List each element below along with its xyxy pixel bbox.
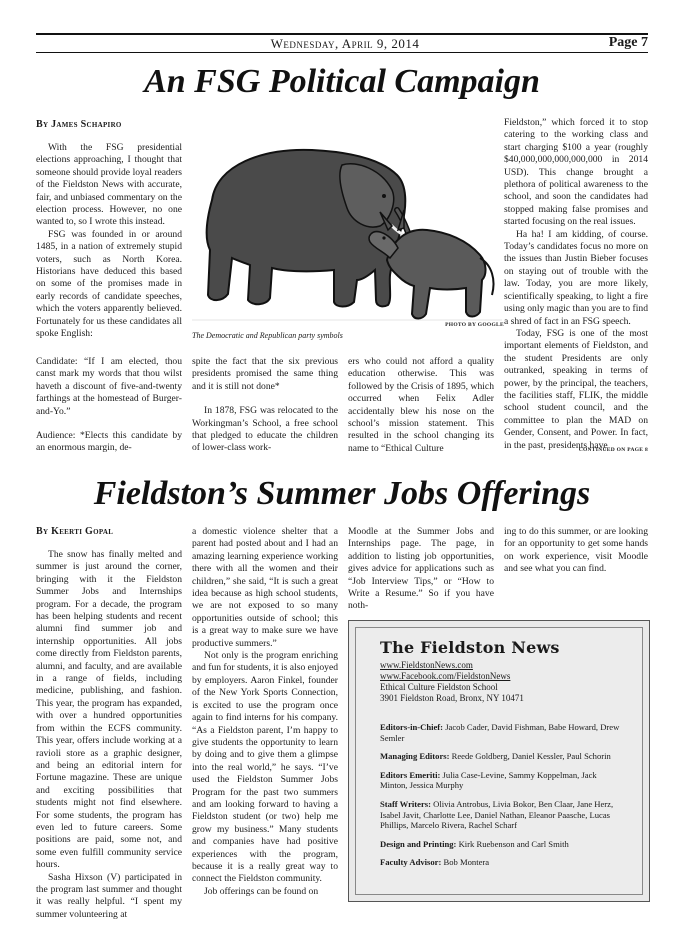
paragraph: In 1878, FSG was relocated to the Workingman’s School, a free school that pledged to educate the children of lower-class work- [192, 405, 338, 454]
staff-names: Jacob Cader, David Fishman, Babe Howard, Drew Semler [380, 722, 620, 743]
staff-list [380, 722, 624, 876]
paragraph: a domestic violence shelter that a parent had posted about and I had an amazing learning experience working there with all the women and their children,” she said, “It is such a great idea because as high school students, we are not exposed to so many opportunities outside of school; this is a great way to make sure we have productive summers.” [192, 526, 338, 649]
staff-role: Managing Editors: [380, 751, 450, 762]
staff-entry [380, 839, 624, 850]
paragraph: The snow has finally melted and summer is just around the corner, bringing with it the Fieldston Summer Jobs and Internships program. For a decade, the program has been helping students and recent alumni find summer job and internship opportunities. All jobs come directly from Fieldston parents, alumni, and faculty, and are available in a range of fields, including medicine, publishing, and fashion. This year, the program has expanded, with over a hundred opportunities from within the ECFS community. This year, offers include working at a ravioli store as a graphic designer, and being an editorial intern for Fortune magazine. These are unique and exciting possibilities that students might not find elsewhere. For some students, the program has even led to future careers. Some positions are paid, some not, and some even fulfill community service hours. [36, 549, 182, 871]
staff-entry [380, 722, 624, 743]
article2-byline: By Keerti Gopal [36, 526, 114, 537]
article1-col3 [348, 356, 494, 455]
staff-role: Staff Writers: [380, 798, 431, 809]
staff-names: Reede Goldberg, Daniel Kessler, Paul Schorin [451, 751, 611, 762]
staff-entry [380, 799, 624, 831]
issue-date: Wednesday, April 9, 2014 [270, 36, 420, 51]
masthead-title: The Fieldston News [380, 638, 560, 657]
photo-credit: PHOTO BY GOOGLE [445, 322, 504, 328]
paragraph: ers who could not afford a quality education otherwise. This was followed by the Crisis of 1895, which occurred when Felix Adler accidentally blew his nose on the school’s mission statement. This resulted in the school changing its name to “Ethical Culture [348, 356, 494, 454]
masthead-contact [380, 660, 630, 704]
header-top-rule [36, 33, 648, 35]
paragraph: Moodle at the Summer Jobs and Internships page. The page, in addition to listing job opportunities, gives advice for applications such as “Job Interview Tips,” or “How to Write a Resume.” So if you have noth- [348, 526, 494, 612]
paragraph: Ha ha! I am kidding, of course. Today’s candidates focus no more on the issues than Justin Bieber focuses on staying out of trouble with the law. Today, you are more likely, scientifically speaking, to light a fire using only magic than you are to find a shred of fact in an FSG speech. [504, 228, 648, 327]
article2-col4 [504, 526, 648, 576]
staff-role: Design and Printing: [380, 838, 457, 849]
article1-col1-bottom [36, 356, 182, 455]
page-number: Page 7 [608, 35, 648, 50]
paragraph: Sasha Hixson (V) participated in the program last summer and thought it was really helpful. “I spent my summer volunteering at [36, 871, 182, 920]
masthead-box [348, 620, 650, 902]
staff-names: Kirk Ruebenson and Carl Smith [458, 838, 569, 849]
staff-role: Editors-in-Chief: [380, 722, 444, 732]
article1-col1-top [36, 142, 182, 341]
photo-caption: The Democratic and Republican party symbols [192, 331, 343, 340]
staff-entry [380, 857, 624, 868]
paragraph: Job offerings can be found on [204, 885, 319, 897]
paragraph: Not only is the program enriching and fun for students, it is also enjoyed by employers. Aaron Finkel, founder of the New York Sports Connection, is excited to use the program once again to find interns for his company. “As a Fieldston parent, I’m happy to give students the opportunity to learn by doing and to give them a glimpse into the real world,” he says. “I’ve used the Fieldston Summer Jobs Program for the past two summers and am looking forward to having a Fieldston student (or two) help me grow my business.” Many students and companies have had positive experiences with the program, because it is a really great way to connect the Fieldston community. [192, 650, 339, 885]
header-bottom-rule [36, 52, 648, 53]
staff-entry [380, 770, 624, 791]
article1-col4 [504, 117, 648, 452]
paragraph: ing to do this summer, or are looking for an opportunity to get some hands on work experience, visit Moodle and see what you can find. [504, 526, 648, 575]
staff-role: Faculty Advisor: [380, 857, 442, 868]
continued-link[interactable]: CONTINUED ON PAGE 8 [578, 447, 648, 453]
article1-col2 [192, 356, 338, 455]
article2-col3 [348, 526, 494, 613]
paragraph: Audience: *Elects this candidate by an enormous margin, de- [36, 430, 182, 454]
facebook-link[interactable]: www.Facebook.com/FieldstonNews [380, 671, 511, 681]
school-address: 3901 Fieldston Road, Bronx, NY 10471 [380, 693, 524, 703]
staff-names: Julia Case-Levine, Sammy Koppelman, Jack Minton, Jessica Murphy [380, 769, 597, 791]
staff-entry [380, 751, 624, 762]
paragraph: spite the fact that the six previous presidents promised the same thing and it is still not done* [192, 356, 338, 392]
paragraph: FSG was founded in or around 1485, in a nation of extremely stupid voters, such as North Korea. Historians have deduced this based on some of the promises made in early records of candidate speeches, which the voters apparently believed. Fortunately for us these candidates all spoke English: [36, 228, 182, 340]
article2-headline: Fieldston’s Summer Jobs Offerings [93, 475, 591, 512]
paragraph: Fieldston,” which forced it to stop catering to the working class and start charging $100 a year (roughly $40,000,000,000,000,000 in 2014 USD). This change brought a plethora of political awareness to the school, and soon the candidates had stopped making false promises and started focusing on the real issues. [504, 117, 648, 228]
school-name: Ethical Culture Fieldston School [380, 682, 498, 692]
article1-byline: By James Schapiro [36, 119, 122, 130]
paragraph: Candidate: “If I am elected, thou canst mark my words that thou wilst haveth a discount of five-and-twenty farthings at the homestead of Burger-and-Yo.” [36, 356, 182, 417]
staff-names: Olivia Antrobus, Livia Bokor, Ben Claar, Jane Herz, Isabel Javit, Charlotte Lee, Daniel Nathan, Eleanor Paasche, Lucas Phillips, Marcelo Rivera, Rachel Scharf [380, 798, 614, 831]
paragraph: With the FSG presidential elections approaching, I thought that someone should provide loyal readers of the Fieldston News with accurate, fair, and unbiased commentary on the election process. However, no one wanted to, so I wrote this instead. [36, 142, 182, 228]
article2-col1 [36, 549, 182, 921]
article1-headline: An FSG Political Campaign [144, 63, 540, 100]
staff-names: Bob Montera [443, 857, 490, 868]
paragraph: Today, FSG is one of the most important elements of Fieldston, and the student Presidents are only outranked, speaking in terms of power, by the principal, the teachers, the facilities staff, FLIK, the middle school student council, and the committee to plan the MAD on Gender, Consent, and Power. In fact, in the past, presidents have [504, 327, 648, 451]
masthead-inner [355, 627, 643, 895]
website-link[interactable]: www.FieldstonNews.com [380, 660, 473, 670]
staff-role: Editors Emeriti: [380, 769, 441, 780]
article2-col2 [192, 526, 338, 898]
party-symbols-image [192, 130, 502, 330]
